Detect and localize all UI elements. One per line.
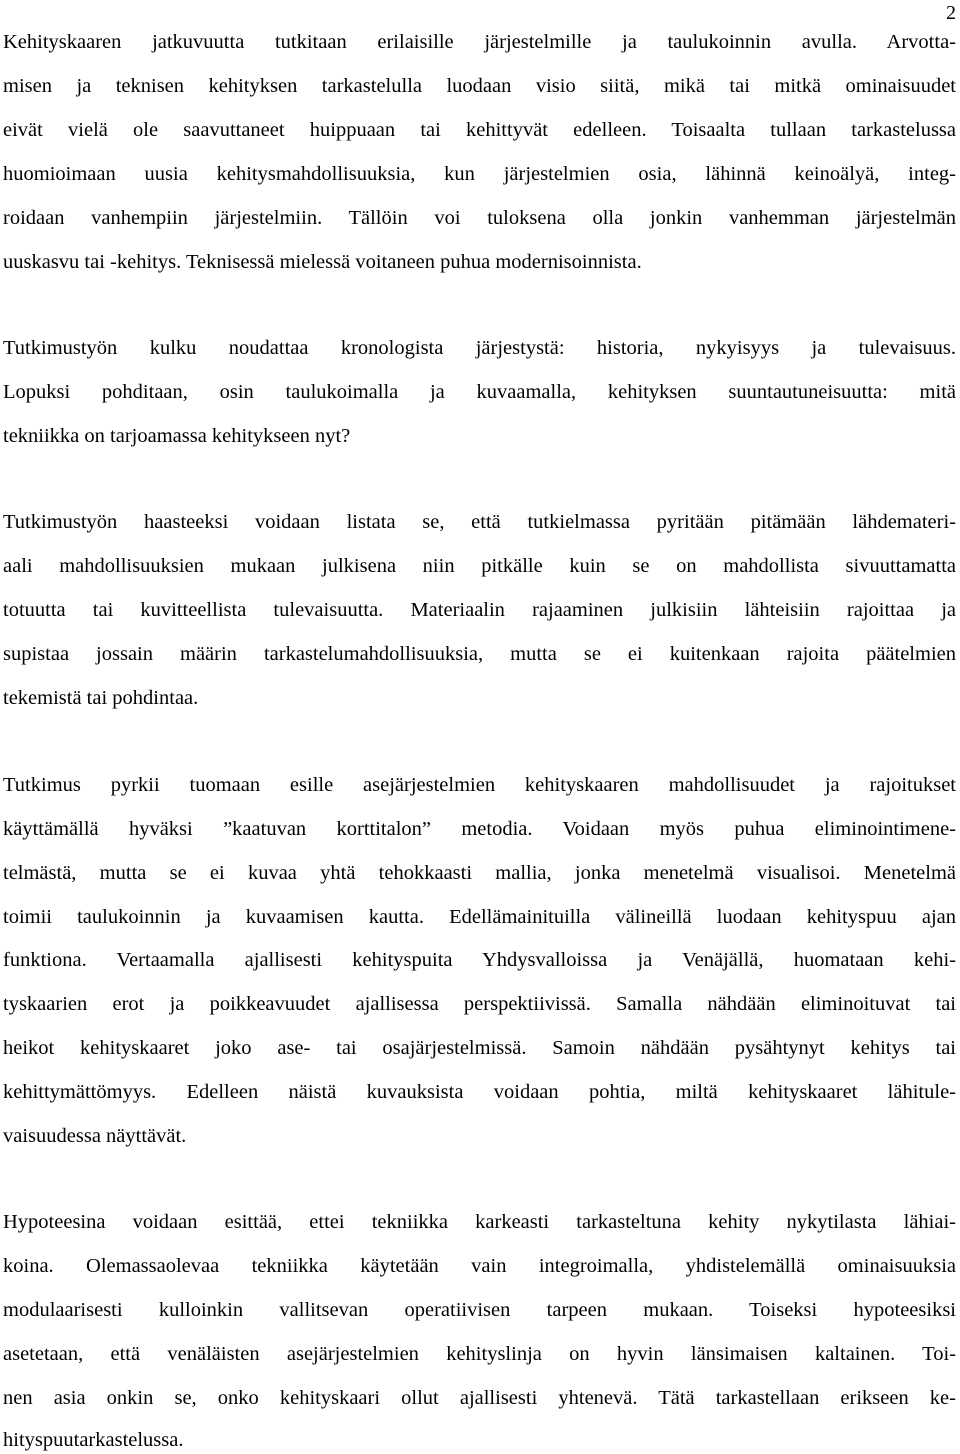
paragraph-2-line-2: Lopuksi pohditaan, osin taulukoimalla ja kuvaamalla, kehityksen suuntautuneisuutta: mitä [3,381,956,403]
paragraph-3-line-5: tekemistä tai pohdintaa. [3,687,199,709]
paragraph-5-line-1: Hypoteesina voidaan esittää, ettei tekniikka karkeasti tarkasteltuna kehity nykytilasta lähiai- [3,1211,956,1233]
paragraph-5-line-2: koina. Olemassaolevaa tekniikka käytetään vain integroimalla, yhdistelemällä ominaisuuksia [3,1255,956,1277]
paragraph-3-line-2: aali mahdollisuuksien mukaan julkisena niin pitkälle kuin se on mahdollista sivuuttamatta [3,555,956,577]
paragraph-3-line-3: totuutta tai kuvitteellista tulevaisuutta. Materiaalin rajaaminen julkisiin lähteisiin rajoittaa ja [3,599,956,621]
paragraph-4-line-4: toimii taulukoinnin ja kuvaamisen kautta. Edellämainituilla välineillä luodaan kehityspuu ajan [3,906,956,928]
paragraph-5-line-4: asetetaan, että venäläisten asejärjestelmien kehityslinja on hyvin länsimaisen kaltainen. Toi- [3,1343,956,1365]
paragraph-4-line-6: tyskaarien erot ja poikkeavuudet ajallisessa perspektiivissä. Samalla nähdään eliminoituvat tai [3,993,956,1015]
paragraph-1-line-1: Kehityskaaren jatkuvuutta tutkitaan erilaisille järjestelmille ja taulukoinnin avulla. Arvotta- [3,31,956,53]
paragraph-4-line-1: Tutkimus pyrkii tuomaan esille asejärjestelmien kehityskaaren mahdollisuudet ja rajoitukset [3,774,956,796]
paragraph-4-line-2: käyttämällä hyväksi ”kaatuvan korttitalon” metodia. Voidaan myös puhua eliminointimene- [3,818,956,840]
paragraph-3-line-4: supistaa jossain määrin tarkastelumahdollisuuksia, mutta se ei kuitenkaan rajoita päätelmien [3,643,956,665]
paragraph-2-line-3: tekniikka on tarjoamassa kehitykseen nyt? [3,425,351,447]
paragraph-5-line-3: modulaarisesti kulloinkin vallitsevan operatiivisen tarpeen mukaan. Toiseksi hypoteesiksi [3,1299,956,1321]
paragraph-5-line-6: hityspuutarkastelussa. [3,1429,184,1451]
page-number: 2 [946,2,956,24]
paragraph-4-line-5: funktiona. Vertaamalla ajallisesti kehityspuita Yhdysvalloissa ja Venäjällä, huomataan kehi- [3,949,956,971]
paragraph-4-line-9: vaisuudessa näyttävät. [3,1125,187,1147]
paragraph-1-line-5: roidaan vanhempiin järjestelmiin. Tällöin voi tuloksena olla jonkin vanhemman järjestelmän [3,207,956,229]
paragraph-1-line-3: eivät vielä ole saavuttaneet huippuaan tai kehittyvät edelleen. Toisaalta tullaan tarkastelussa [3,119,956,141]
paragraph-1-line-4: huomioimaan uusia kehitysmahdollisuuksia, kun järjestelmien osia, lähinnä keinoälyä, integ- [3,163,956,185]
paragraph-1-line-2: misen ja teknisen kehityksen tarkastelulla luodaan visio siitä, mikä tai mitkä ominaisuudet [3,75,956,97]
paragraph-1-line-6: uuskasvu tai -kehitys. Teknisessä mielessä voitaneen puhua modernisoinnista. [3,251,642,273]
paragraph-4-line-8: kehittymättömyys. Edelleen näistä kuvauksista voidaan pohtia, miltä kehityskaaret lähitule- [3,1081,956,1103]
paragraph-5-line-5: nen asia onkin se, onko kehityskaari ollut ajallisesti yhtenevä. Tätä tarkastellaan erikseen ke- [3,1387,956,1409]
paragraph-3-line-1: Tutkimustyön haasteeksi voidaan listata se, että tutkielmassa pyritään pitämään lähdemateri- [3,511,956,533]
paragraph-2-line-1: Tutkimustyön kulku noudattaa kronologista järjestystä: historia, nykyisyys ja tulevaisuus. [3,337,956,359]
paragraph-4-line-3: telmästä, mutta se ei kuvaa yhtä tehokkaasti mallia, jonka menetelmä visualisoi. Menetelmä [3,862,956,884]
paragraph-4-line-7: heikot kehityskaaret joko ase- tai osajärjestelmissä. Samoin nähdään pysähtynyt kehitys tai [3,1037,956,1059]
